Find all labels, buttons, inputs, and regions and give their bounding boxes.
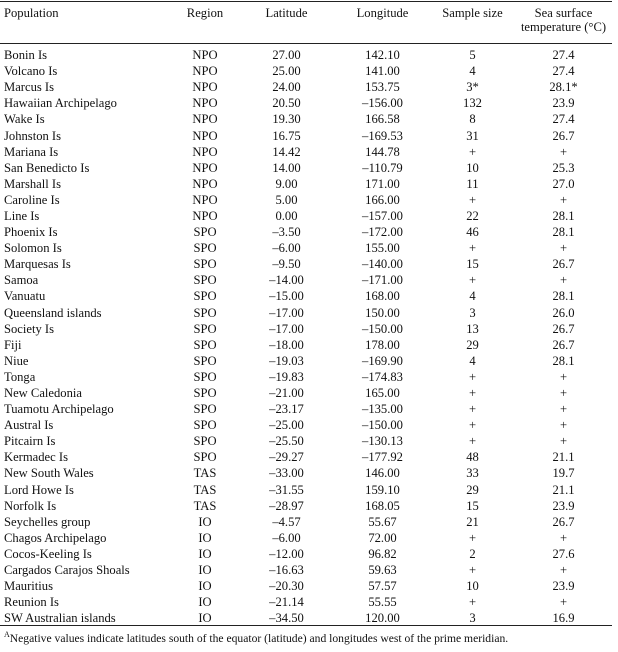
cell-sample-size: 4: [469, 353, 476, 368]
table-row: [0, 562, 612, 578]
table-row: [0, 111, 612, 127]
cell-sea-surface-temperature: 21.1: [552, 482, 575, 497]
column-header-population: Population: [4, 6, 59, 20]
cell-sample-size: 31: [466, 128, 479, 143]
column-header-sea-surface-temperature: Sea surface temperature (°C): [520, 6, 607, 34]
cell-latitude: –20.30: [269, 579, 304, 594]
table-row: [0, 610, 612, 626]
cell-sample-size: 11: [466, 176, 479, 191]
cell-population: Phoenix Is: [4, 225, 58, 240]
cell-region: SPO: [193, 241, 217, 256]
cell-sample-size: 29: [466, 482, 479, 497]
cell-latitude: –3.50: [272, 225, 301, 240]
cell-latitude: –23.17: [269, 402, 304, 417]
cell-latitude: 5.00: [275, 192, 298, 207]
cell-sea-surface-temperature: 28.1: [552, 353, 575, 368]
cell-region: SPO: [193, 369, 217, 384]
cell-longitude: 146.00: [365, 466, 400, 481]
cell-longitude: –150.00: [362, 418, 403, 433]
cell-region: IO: [198, 514, 212, 529]
cell-population: Lord Howe Is: [4, 482, 74, 497]
cell-latitude: –34.50: [269, 611, 304, 626]
table-row: [0, 465, 612, 481]
cell-longitude: –169.90: [362, 353, 403, 368]
cell-latitude: –31.55: [269, 482, 304, 497]
column-header-sample-size: Sample size: [442, 6, 503, 20]
cell-latitude: –16.63: [269, 563, 304, 578]
cell-sea-surface-temperature: 28.1: [552, 208, 575, 223]
cell-region: NPO: [192, 64, 218, 79]
cell-longitude: 153.75: [365, 80, 400, 95]
cell-population: Johnston Is: [4, 128, 62, 143]
cell-sample-size: +: [468, 530, 477, 545]
table-row: [0, 240, 612, 256]
cell-region: NPO: [192, 208, 218, 223]
table-row: [0, 482, 612, 498]
cell-sample-size: 13: [466, 321, 479, 336]
table-row: [0, 353, 612, 369]
cell-region: TAS: [193, 498, 217, 513]
table-row: [0, 433, 612, 449]
cell-sample-size: 5: [469, 48, 476, 63]
cell-sea-surface-temperature: +: [559, 434, 568, 449]
cell-longitude: 142.10: [365, 48, 400, 63]
cell-sample-size: 22: [466, 208, 479, 223]
cell-longitude: –171.00: [362, 273, 403, 288]
column-header-latitude: Latitude: [265, 6, 308, 20]
cell-region: NPO: [192, 80, 218, 95]
cell-population: Tuamotu Archipelago: [4, 402, 114, 417]
cell-sample-size: +: [468, 241, 477, 256]
cell-sample-size: +: [468, 273, 477, 288]
cell-region: NPO: [192, 192, 218, 207]
cell-longitude: –156.00: [362, 96, 403, 111]
table-row: [0, 369, 612, 385]
cell-longitude: 141.00: [365, 64, 400, 79]
cell-region: TAS: [193, 466, 217, 481]
cell-latitude: 14.42: [272, 144, 301, 159]
cell-region: SPO: [193, 305, 217, 320]
cell-population: Society Is: [4, 321, 55, 336]
cell-population: San Benedicto Is: [4, 160, 90, 175]
cell-longitude: –135.00: [362, 402, 403, 417]
cell-region: IO: [198, 595, 212, 610]
cell-longitude: 72.00: [368, 530, 397, 545]
cell-sea-surface-temperature: +: [559, 595, 568, 610]
table-row: [0, 79, 612, 95]
table-row: [0, 288, 612, 304]
cell-longitude: –177.92: [362, 450, 403, 465]
cell-region: SPO: [193, 450, 217, 465]
table-footnote: [4, 630, 508, 645]
cell-sample-size: +: [468, 402, 477, 417]
cell-latitude: 27.00: [272, 48, 301, 63]
cell-longitude: 120.00: [365, 611, 400, 626]
cell-sea-surface-temperature: +: [559, 369, 568, 384]
cell-sample-size: +: [468, 418, 477, 433]
cell-region: SPO: [193, 402, 217, 417]
cell-population: Solomon Is: [4, 241, 62, 256]
cell-region: IO: [198, 563, 212, 578]
cell-longitude: 55.67: [368, 514, 397, 529]
cell-sample-size: 2: [469, 546, 476, 561]
cell-sea-surface-temperature: 27.0: [552, 176, 575, 191]
cell-sea-surface-temperature: +: [559, 273, 568, 288]
cell-latitude: –25.50: [269, 434, 304, 449]
cell-sea-surface-temperature: +: [559, 563, 568, 578]
cell-sea-surface-temperature: 19.7: [552, 466, 575, 481]
cell-sea-surface-temperature: 26.7: [552, 514, 575, 529]
cell-sample-size: 3: [469, 611, 476, 626]
cell-sea-surface-temperature: 28.1*: [549, 80, 578, 95]
table-row: [0, 530, 612, 546]
table-row: [0, 449, 612, 465]
cell-population: Wake Is: [4, 112, 45, 127]
cell-sample-size: +: [468, 192, 477, 207]
table-row: [0, 514, 612, 530]
cell-region: SPO: [193, 353, 217, 368]
cell-population: Bonin Is: [4, 48, 48, 63]
cell-sea-surface-temperature: +: [559, 530, 568, 545]
cell-sample-size: 10: [466, 579, 479, 594]
cell-region: IO: [198, 579, 212, 594]
table-row: [0, 498, 612, 514]
table-row: [0, 272, 612, 288]
cell-sample-size: +: [468, 369, 477, 384]
cell-sea-surface-temperature: +: [559, 402, 568, 417]
cell-sea-surface-temperature: 27.4: [552, 64, 575, 79]
cell-population: Marquesas Is: [4, 257, 71, 272]
cell-longitude: 57.57: [368, 579, 397, 594]
cell-latitude: –19.03: [269, 353, 304, 368]
cell-latitude: 19.30: [272, 112, 301, 127]
cell-latitude: –6.00: [272, 241, 301, 256]
cell-latitude: 25.00: [272, 64, 301, 79]
cell-population: Norfolk Is: [4, 498, 57, 513]
cell-latitude: 14.00: [272, 160, 301, 175]
cell-population: Queensland islands: [4, 305, 102, 320]
cell-longitude: 96.82: [368, 546, 397, 561]
cell-latitude: 0.00: [275, 208, 298, 223]
table-row: [0, 546, 612, 562]
cell-sample-size: 3*: [466, 80, 479, 95]
cell-longitude: –130.13: [362, 434, 403, 449]
cell-longitude: –150.00: [362, 321, 403, 336]
table-body: [0, 43, 612, 626]
cell-region: IO: [198, 546, 212, 561]
cell-region: NPO: [192, 160, 218, 175]
cell-latitude: –9.50: [272, 257, 301, 272]
cell-latitude: –33.00: [269, 466, 304, 481]
table-row: [0, 144, 612, 160]
cell-population: New Caledonia: [4, 386, 82, 401]
cell-sample-size: 48: [466, 450, 479, 465]
cell-sample-size: 4: [469, 64, 476, 79]
cell-longitude: –140.00: [362, 257, 403, 272]
cell-sea-surface-temperature: 21.1: [552, 450, 575, 465]
cell-population: Caroline Is: [4, 192, 60, 207]
cell-population: Reunion Is: [4, 595, 59, 610]
cell-sample-size: 3: [469, 305, 476, 320]
cell-region: SPO: [193, 337, 217, 352]
cell-region: SPO: [193, 273, 217, 288]
cell-latitude: 9.00: [275, 176, 298, 191]
cell-region: IO: [198, 530, 212, 545]
cell-population: Chagos Archipelago: [4, 530, 107, 545]
table-row: [0, 176, 612, 192]
table-row: [0, 224, 612, 240]
cell-region: SPO: [193, 434, 217, 449]
cell-latitude: –25.00: [269, 418, 304, 433]
table-row: [0, 160, 612, 176]
cell-sea-surface-temperature: 23.9: [552, 579, 575, 594]
cell-sample-size: 10: [466, 160, 479, 175]
cell-latitude: –17.00: [269, 321, 304, 336]
cell-sea-surface-temperature: 27.6: [552, 546, 575, 561]
cell-population: Seychelles group: [4, 514, 91, 529]
cell-sea-surface-temperature: +: [559, 192, 568, 207]
cell-population: Line Is: [4, 208, 40, 223]
footnote-marker: A: [4, 630, 10, 639]
table-row: [0, 385, 612, 401]
cell-region: SPO: [193, 321, 217, 336]
table-row: [0, 337, 612, 353]
cell-sample-size: 4: [469, 289, 476, 304]
cell-sample-size: 33: [466, 466, 479, 481]
cell-longitude: 55.55: [368, 595, 397, 610]
cell-longitude: 155.00: [365, 241, 400, 256]
table-row: [0, 594, 612, 610]
cell-latitude: –18.00: [269, 337, 304, 352]
cell-sea-surface-temperature: 28.1: [552, 289, 575, 304]
cell-longitude: –172.00: [362, 225, 403, 240]
cell-region: NPO: [192, 144, 218, 159]
cell-population: Samoa: [4, 273, 39, 288]
cell-longitude: 144.78: [365, 144, 400, 159]
cell-sample-size: +: [468, 595, 477, 610]
footnote-text: Negative values indicate latitudes south of the equator (latitude) and longitudes west of the prime meridian.: [9, 631, 509, 645]
cell-region: NPO: [192, 48, 218, 63]
table-row: [0, 127, 612, 143]
cell-sample-size: 46: [466, 225, 479, 240]
cell-region: SPO: [193, 418, 217, 433]
cell-longitude: 159.10: [365, 482, 400, 497]
cell-sample-size: +: [468, 144, 477, 159]
table-row: [0, 401, 612, 417]
cell-latitude: –21.14: [269, 595, 304, 610]
cell-sample-size: 15: [466, 257, 479, 272]
cell-sea-surface-temperature: 26.7: [552, 128, 575, 143]
cell-region: NPO: [192, 176, 218, 191]
table-row: [0, 63, 612, 79]
cell-longitude: 150.00: [365, 305, 400, 320]
cell-sample-size: 132: [463, 96, 482, 111]
cell-latitude: –17.00: [269, 305, 304, 320]
cell-sea-surface-temperature: +: [559, 386, 568, 401]
cell-sea-surface-temperature: 23.9: [552, 498, 575, 513]
table-row: [0, 321, 612, 337]
cell-latitude: –19.83: [269, 369, 304, 384]
cell-latitude: –15.00: [269, 289, 304, 304]
cell-sea-surface-temperature: 16.9: [552, 611, 575, 626]
cell-population: SW Australian islands: [4, 611, 116, 626]
cell-sample-size: 8: [469, 112, 476, 127]
cell-longitude: 168.00: [365, 289, 400, 304]
cell-region: NPO: [192, 112, 218, 127]
cell-sea-surface-temperature: 26.7: [552, 257, 575, 272]
cell-population: Marshall Is: [4, 176, 62, 191]
table-row: [0, 95, 612, 111]
cell-latitude: –12.00: [269, 546, 304, 561]
cell-region: IO: [198, 611, 212, 626]
cell-longitude: 166.58: [365, 112, 400, 127]
cell-longitude: 165.00: [365, 386, 400, 401]
cell-latitude: –21.00: [269, 386, 304, 401]
cell-region: SPO: [193, 257, 217, 272]
column-header-longitude: Longitude: [356, 6, 409, 20]
cell-population: Mauritius: [4, 579, 53, 594]
cell-longitude: 178.00: [365, 337, 400, 352]
cell-latitude: –29.27: [269, 450, 304, 465]
table-row: [0, 192, 612, 208]
cell-sea-surface-temperature: 27.4: [552, 112, 575, 127]
cell-population: Kermadec Is: [4, 450, 68, 465]
cell-sample-size: +: [468, 563, 477, 578]
cell-longitude: –169.53: [362, 128, 403, 143]
cell-population: Niue: [4, 353, 29, 368]
cell-longitude: 168.05: [365, 498, 400, 513]
cell-region: SPO: [193, 225, 217, 240]
table-row: [0, 256, 612, 272]
cell-latitude: 20.50: [272, 96, 301, 111]
cell-population: Marcus Is: [4, 80, 55, 95]
cell-region: TAS: [193, 482, 217, 497]
table-row: [0, 43, 612, 63]
cell-sea-surface-temperature: +: [559, 241, 568, 256]
cell-sample-size: 29: [466, 337, 479, 352]
cell-latitude: 24.00: [272, 80, 301, 95]
cell-population: Pitcairn Is: [4, 434, 56, 449]
cell-region: SPO: [193, 289, 217, 304]
cell-sea-surface-temperature: 28.1: [552, 225, 575, 240]
cell-latitude: –14.00: [269, 273, 304, 288]
table-row: [0, 208, 612, 224]
cell-population: Vanuatu: [4, 289, 46, 304]
table-row: [0, 305, 612, 321]
cell-sample-size: 21: [466, 514, 479, 529]
cell-population: Volcano Is: [4, 64, 58, 79]
column-header-region: Region: [186, 6, 224, 20]
cell-sample-size: 15: [466, 498, 479, 513]
cell-longitude: 166.00: [365, 192, 400, 207]
cell-sea-surface-temperature: +: [559, 418, 568, 433]
cell-population: Hawaiian Archipelago: [4, 96, 117, 111]
cell-longitude: –174.83: [362, 369, 403, 384]
cell-population: Fiji: [4, 337, 22, 352]
cell-sea-surface-temperature: 27.4: [552, 48, 575, 63]
cell-sea-surface-temperature: 26.7: [552, 321, 575, 336]
cell-population: Tonga: [4, 369, 36, 384]
cell-population: Cocos-Keeling Is: [4, 546, 92, 561]
cell-sea-surface-temperature: 26.0: [552, 305, 575, 320]
cell-sea-surface-temperature: 25.3: [552, 160, 575, 175]
cell-longitude: –157.00: [362, 208, 403, 223]
cell-longitude: 59.63: [368, 563, 397, 578]
population-table: [0, 2, 612, 626]
cell-region: NPO: [192, 128, 218, 143]
cell-population: Cargados Carajos Shoals: [4, 563, 130, 578]
cell-population: Austral Is: [4, 418, 54, 433]
cell-latitude: –28.97: [269, 498, 304, 513]
cell-latitude: –4.57: [272, 514, 301, 529]
cell-sea-surface-temperature: +: [559, 144, 568, 159]
table-row: [0, 417, 612, 433]
cell-region: SPO: [193, 386, 217, 401]
cell-longitude: –110.79: [362, 160, 403, 175]
table-row: [0, 578, 612, 594]
cell-population: Mariana Is: [4, 144, 59, 159]
cell-population: New South Wales: [4, 466, 94, 481]
cell-region: NPO: [192, 96, 218, 111]
cell-latitude: –6.00: [272, 530, 301, 545]
cell-longitude: 171.00: [365, 176, 400, 191]
header-row: [0, 2, 612, 43]
cell-sea-surface-temperature: 26.7: [552, 337, 575, 352]
cell-sample-size: +: [468, 386, 477, 401]
cell-sea-surface-temperature: 23.9: [552, 96, 575, 111]
cell-latitude: 16.75: [272, 128, 301, 143]
cell-sample-size: +: [468, 434, 477, 449]
